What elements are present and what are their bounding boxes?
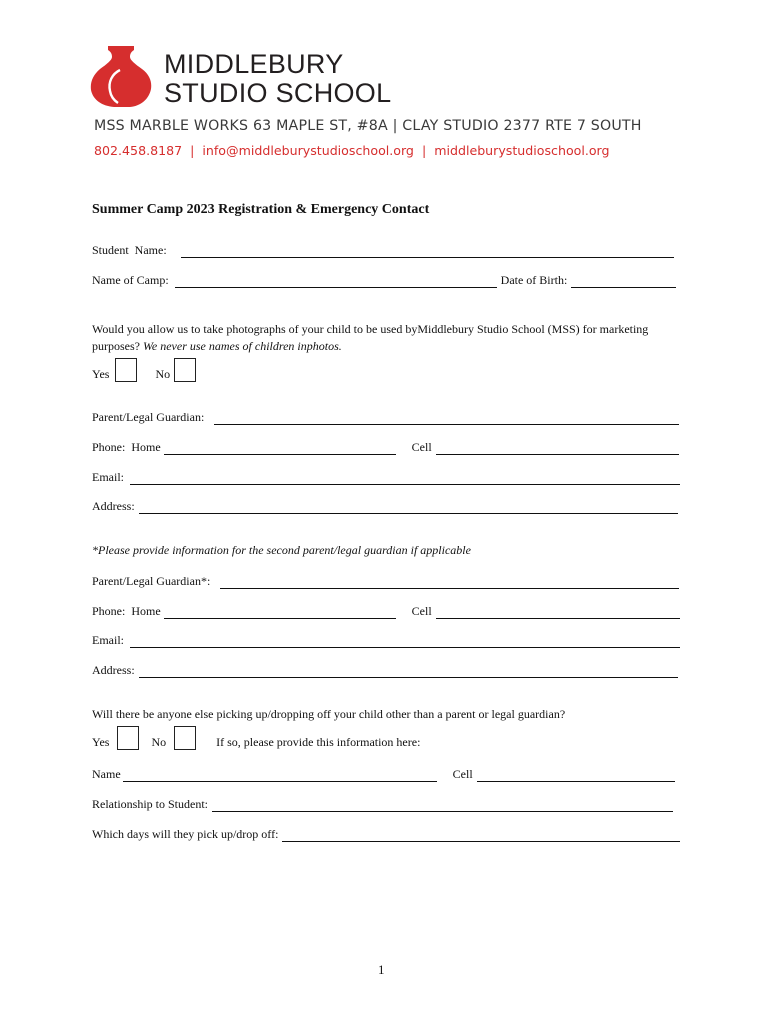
phone-number: 802.458.8187: [94, 143, 183, 158]
days-field[interactable]: [282, 827, 680, 842]
pickup-no-checkbox[interactable]: [174, 726, 196, 750]
guardian1-address-row: [92, 496, 678, 514]
relationship-row: [92, 794, 673, 812]
guardian1-address-label: Address:: [92, 499, 135, 513]
guardian2-email-label: Email:: [92, 633, 124, 647]
camp-name-label: Name of Camp:: [92, 273, 169, 287]
pickup-if-so-text: If so, please provide this information here:: [216, 735, 421, 749]
guardian1-home-phone-field[interactable]: [164, 440, 396, 455]
photo-question: [92, 321, 662, 355]
contact-line: [94, 143, 610, 158]
brand-line-2: STUDIO SCHOOL: [164, 78, 392, 108]
guardian1-email-row: [92, 467, 680, 485]
guardian2-address-label: Address:: [92, 663, 135, 677]
days-label: Which days will they pick up/drop off:: [92, 827, 279, 841]
guardian2-label: Parent/Legal Guardian*:: [92, 574, 211, 588]
student-name-label: Student Name:: [92, 243, 167, 257]
photo-no-checkbox[interactable]: [174, 358, 196, 382]
vase-logo-icon: [90, 44, 152, 108]
guardian1-row: [92, 407, 679, 425]
brand-name: [164, 50, 391, 108]
pickup-name-row: [92, 764, 675, 782]
address-line: MSS MARBLE WORKS 63 MAPLE ST, #8A | CLAY STUDIO 2377 RTE 7 SOUTH: [94, 118, 642, 134]
guardian1-phone-row: [92, 437, 679, 455]
photo-yes-checkbox[interactable]: [115, 358, 137, 382]
relationship-label: Relationship to Student:: [92, 797, 208, 811]
guardian2-row: [92, 571, 679, 589]
separator: |: [190, 143, 195, 158]
camp-name-field[interactable]: [175, 273, 497, 288]
page-number: 1: [378, 962, 385, 977]
dob-label: Date of Birth:: [500, 273, 568, 287]
pickup-cell-label: Cell: [452, 767, 473, 781]
guardian1-cell-field[interactable]: [436, 440, 679, 455]
student-name-row: [92, 240, 674, 258]
pickup-name-field[interactable]: [123, 767, 437, 782]
guardian2-phone-row: [92, 601, 680, 619]
dob-field[interactable]: [571, 273, 676, 288]
guardian1-address-field[interactable]: [139, 499, 678, 514]
guardian2-address-row: [92, 660, 678, 678]
photo-yes-label: Yes: [92, 367, 110, 381]
guardian2-home-label: Phone: Home: [92, 604, 161, 618]
pickup-cell-field[interactable]: [477, 767, 675, 782]
form-title: Summer Camp 2023 Registration & Emergency Contact: [92, 202, 430, 217]
guardian2-email-field[interactable]: [130, 633, 680, 648]
pickup-name-label: Name: [92, 767, 121, 781]
pickup-question: Will there be anyone else picking up/dropping off your child other than a parent or legal guardian?: [92, 707, 566, 721]
guardian2-field[interactable]: [220, 574, 679, 589]
guardian1-field[interactable]: [214, 410, 679, 425]
guardian1-home-label: Phone: Home: [92, 440, 161, 454]
guardian2-email-row: [92, 630, 680, 648]
guardian1-label: Parent/Legal Guardian:: [92, 410, 205, 424]
pickup-consent-row: [92, 726, 420, 750]
photo-no-label: No: [155, 367, 171, 381]
relationship-field[interactable]: [212, 797, 673, 812]
student-name-field[interactable]: [181, 243, 674, 258]
camp-name-row: [92, 270, 676, 288]
photo-question-text: Would you allow us to take photographs of your child to be used byMiddlebury Studio School (MSS) for marketing purposes?: [92, 322, 649, 353]
pickup-yes-label: Yes: [92, 735, 110, 749]
email-link[interactable]: info@middleburystudioschool.org: [202, 143, 414, 158]
days-row: [92, 824, 680, 842]
pickup-yes-checkbox[interactable]: [117, 726, 139, 750]
separator: |: [421, 143, 427, 158]
website-link[interactable]: middleburystudioschool.org: [434, 143, 610, 158]
guardian1-email-field[interactable]: [130, 470, 680, 485]
photo-consent-row: [92, 358, 196, 382]
brand-line-1: MIDDLEBURY: [164, 49, 344, 79]
guardian1-cell-label: Cell: [411, 440, 432, 454]
guardian1-email-label: Email:: [92, 470, 124, 484]
guardian2-cell-label: Cell: [411, 604, 432, 618]
photo-note: We never use names of children inphotos.: [143, 339, 342, 353]
guardian2-address-field[interactable]: [139, 663, 678, 678]
second-guardian-note: *Please provide information for the second parent/legal guardian if applicable: [92, 543, 471, 557]
guardian2-cell-field[interactable]: [436, 604, 680, 619]
guardian2-home-phone-field[interactable]: [164, 604, 396, 619]
pickup-no-label: No: [151, 735, 167, 749]
